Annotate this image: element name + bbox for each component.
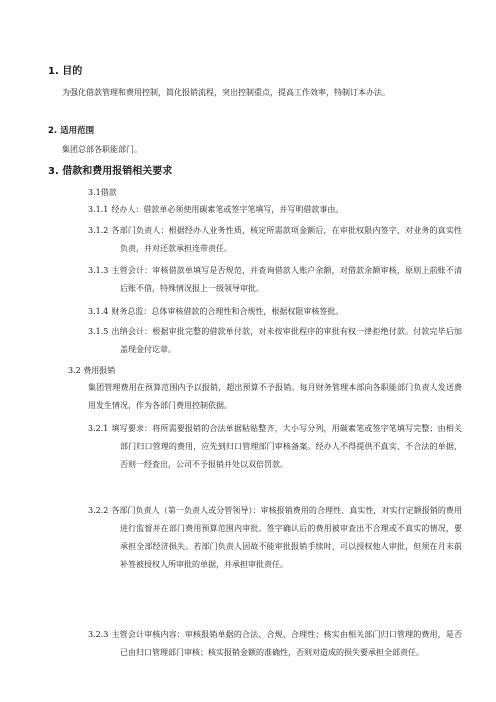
item-3-1-5 [88, 323, 462, 359]
item-3-2-3 [88, 626, 462, 662]
item-number: 3.2.1 [88, 424, 109, 433]
item-3-1-1 [88, 201, 462, 219]
item-text: 财务总监：总体审核借款的合理性和合规性，根据权限审核签批。 [111, 307, 344, 316]
item-3-1-3 [88, 262, 462, 298]
subsection-3-1-title: 3.1借款 [88, 188, 117, 197]
item-number: 3.1.1 [88, 205, 109, 214]
section-1-heading: 1. 目的 [48, 66, 83, 77]
item-3-1-2 [88, 222, 462, 258]
item-text: 填写要求：将所需要报销的合法单据粘贴整齐，大小写分列，用碳素笔或签字笔填写完整；由相关部门归口管理的费用，应先到归口管理部门审核备案。经办人不得提供不真实、不合法的单据，否则一经查出，公司不予报销并处以双倍罚款。 [111, 424, 462, 469]
item-3-1-4 [88, 303, 462, 321]
item-text: 主管会计：审核借款单填写是否规范，并查询借款人账户余额，对借款余额审核，原则上前账不清后账不借，特殊情况报上一级领导审批。 [111, 266, 462, 293]
item-number: 3.1.4 [88, 307, 109, 316]
item-text: 各部门负责人（第一负责人或分管领导）：审核报销费用的合理性、真实性，对实行定额报销的费用进行监督并在部门费用预算范围内审批。签字确认后的费用被审查出不合理或不真实的情况，要承担全部经济损失。若部门负责人因故不能审批报销手续时，可以授权他人审批，但须在月末前补签被授权人所审批的单据，并承担审批责任。 [111, 506, 462, 569]
item-text: 出纳会计：根据审批完整的借款单付款，对未按审批程序的审批有权一律拒绝付款。付款完毕后加盖现金付讫章。 [111, 327, 462, 354]
subsection-3-2-title: 3.2 费用报销 [68, 366, 116, 375]
item-text: 主管会计审核内容：审核报销单据的合法、合规、合理性；核实由相关部门归口管理的费用，是否已由归口管理部门审核；核实报销金额的准确性，否则对造成的损失要承担全部责任。 [111, 630, 462, 657]
item-3-2-1 [88, 420, 462, 474]
item-number: 3.1.2 [88, 226, 109, 235]
item-3-2-2 [88, 502, 462, 574]
item-text: 各部门负责人：根据经办人业务性质，核定所需款项金额后，在审批权限内签字，对业务的真实性负责，并对还款承担连带责任。 [111, 226, 462, 253]
section-2-heading: 2. 适用范围 [48, 126, 95, 136]
section-2-body: 集团总部各职能部门。 [62, 145, 142, 154]
item-number: 3.1.5 [88, 327, 109, 336]
item-text: 经办人：借款单必须使用碳素笔或签字笔填写，并写明借款事由。 [111, 205, 344, 214]
item-number: 3.1.3 [88, 266, 109, 275]
item-number: 3.2.2 [88, 506, 109, 515]
subsection-3-2-body: 集团管理费用在预算范围内予以报销，超出预算不予报销。每月财务管理本部向各职能部门负责人发送费用发生情况，作为各部门费用控制依据。 [88, 383, 462, 410]
section-3-heading: 3. 借款和费用报销相关要求 [48, 166, 173, 177]
section-1-body: 为强化借款管理和费用控制，简化报销流程，突出控制重点，提高工作效率，特制订本办法。 [62, 88, 390, 97]
item-number: 3.2.3 [88, 630, 109, 639]
